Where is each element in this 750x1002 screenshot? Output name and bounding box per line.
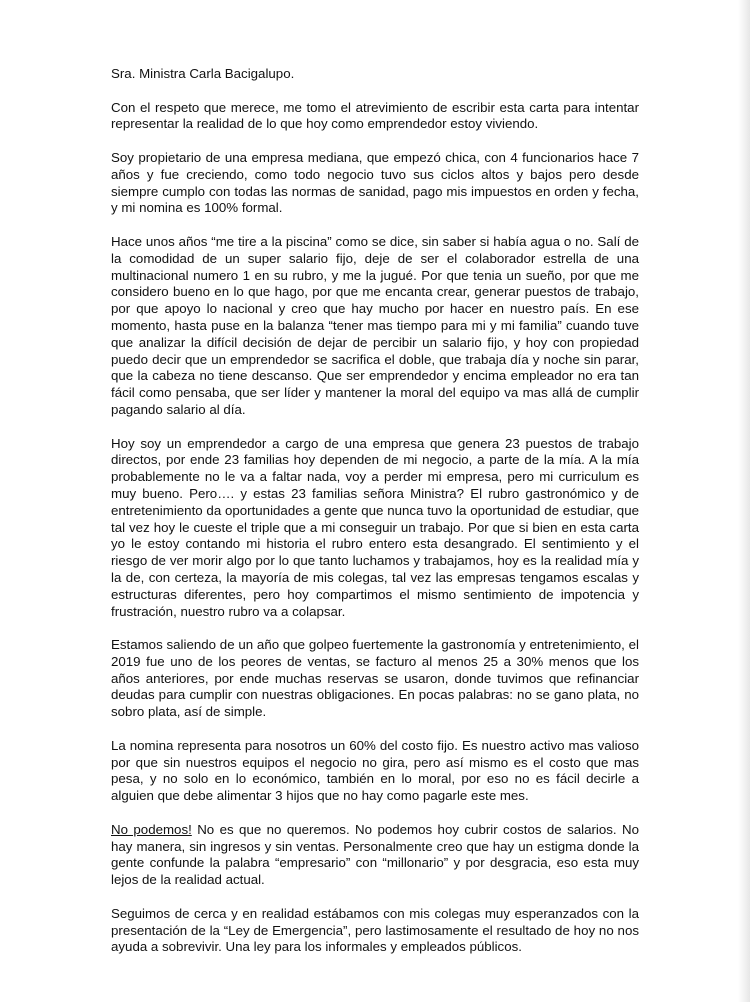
- paragraph-company-background: Soy propietario de una empresa mediana, que empezó chica, con 4 funcionarios hace 7 años y fue creciendo, como todo negocio tuvo sus ciclos altos y bajos pero desde siempre cumplo con todas las normas de sanidad, pago mis impuestos en orden y fecha, y mi nomina es 100% formal.: [111, 149, 639, 216]
- paragraph-employees: Hoy soy un emprendedor a cargo de una empresa que genera 23 puestos de trabajo directos, por ende 23 familias hoy dependen de mi negocio, a parte de la mía. A la mía probablemente no le va a faltar nada, voy a perder mi empresa, pero mi curriculum es muy bueno. Pero…. y estas 23 familias señora Ministra? El rubro gastronómico y de entretenimiento da oportunidades a gente que nunca tuvo la oportunidad de estudiar, que tal vez hoy le cueste el triple que a mi conseguir un trabajo. Por que si bien en esta carta yo le estoy contando mi historia el rubro entero esta desangrado. El sentimiento y el riesgo de ver morir algo por lo que tanto luchamos y trabajamos, hoy es la realidad mía y la de, con certeza, la mayoría de mis colegas, tal vez las empresas tengamos escalas y estructuras diferentes, pero hoy compartimos el mismo sentimiento de impotencia y frustración, nuestro rubro va a colapsar.: [111, 435, 639, 619]
- paragraph-cannot-pay: [111, 822, 639, 889]
- salutation: Sra. Ministra Carla Bacigalupo.: [111, 66, 295, 81]
- page-edge-shadow: [738, 0, 750, 1002]
- paragraph-entrepreneur-story: Hace unos años “me tire a la piscina” como se dice, sin saber si había agua o no. Salí de la comodidad de un super salario fijo, deje de ser el colaborador estrella de una multinacional numero 1 en su rubro, y me la jugué. Por que tenia un sueño, por que me considero bueno en lo que hago, por que me encanta crear, generar puestos de trabajo, por que apoyo lo nacional y creo que hay mucho por hacer en nuestro país. En ese momento, hasta puse en la balanza “tener mas tiempo para mi y mi familia” cuando tuve que analizar la difícil decisión de dejar de percibir un salario fijo, y hoy con propiedad puedo decir que un emprendedor se sacrifica el doble, que trabaja día y noche sin parar, que la cabeza no tiene descanso. Que ser emprendedor y encima empleador no era tan fácil como pensaba, que ser líder y mantener la moral del equipo va mas allá de cumplir pagando salario al día.: [111, 233, 639, 417]
- paragraph-previous-year: Estamos saliendo de un año que golpeo fuertemente la gastronomía y entretenimiento, el 2019 fue uno de los peores de ventas, se facturo al menos 25 a 30% menos que los años anteriores, por ende muchas reservas se usaron, donde tuvimos que refinanciar deudas para cumplir con nuestras obligaciones. En pocas palabras: no se gano plata, no sobro plata, así de simple.: [111, 637, 639, 720]
- paragraph-cannot-pay-text: No es que no queremos. No podemos hoy cubrir costos de salarios. No hay manera, sin ingresos y sin ventas. Personalmente creo que hay un estigma donde la gente confunde la palabra “empresario” con “millonario” y por desgracia, eso esta muy lejos de la realidad actual.: [111, 821, 639, 888]
- paragraph-payroll: La nomina representa para nosotros un 60% del costo fijo. Es nuestro activo mas valioso por que sin nuestros equipos el negocio no gira, pero así mismo es el costo que mas pesa, y no solo en lo económico, también en lo moral, por eso no es fácil decirle a alguien que debe alimentar 3 hijos que no hay como pagarle este mes.: [111, 737, 639, 804]
- paragraph-introduction: Con el respeto que merece, me tomo el atrevimiento de escribir esta carta para intentar representar la realidad de lo que hoy como emprendedor estoy viviendo.: [111, 99, 639, 132]
- underlined-exclamation: No podemos!: [111, 821, 192, 837]
- letter-body: [111, 66, 639, 973]
- paragraph-emergency-law: Seguimos de cerca y en realidad estábamos con mis colegas muy esperanzados con la presentación de la “Ley de Emergencia”, pero lastimosamente el resultado de hoy no nos ayuda a sobrevivir. Una ley para los informales y empleados públicos.: [111, 905, 639, 955]
